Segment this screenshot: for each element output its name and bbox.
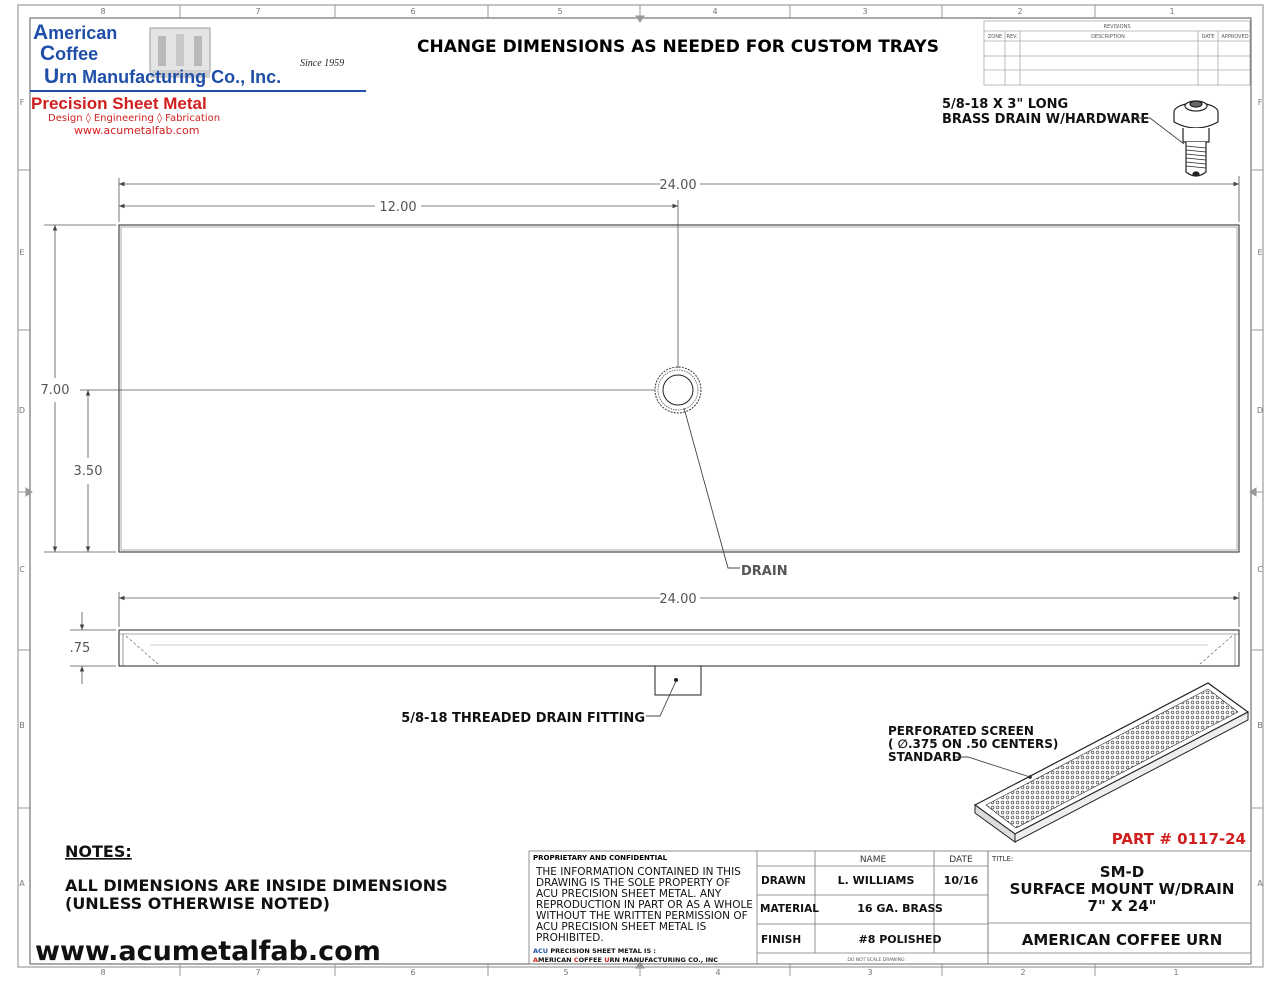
company-logo [30, 21, 366, 137]
notes-line1: ALL DIMENSIONS ARE INSIDE DIMENSIONS [65, 876, 448, 895]
zone-col-top: 4 [712, 7, 718, 16]
finish-value: #8 POLISHED [858, 933, 942, 946]
proprietary-line: DRAWING IS THE SOLE PROPERTY OF [536, 877, 731, 889]
zone-col-bottom: 3 [867, 968, 873, 977]
brass-drain-callout-line1: 5/8-18 X 3" LONG [942, 97, 1069, 112]
part-number: PART # 0117-24 [1111, 830, 1246, 848]
revisions-zone: ZONE [987, 34, 1003, 40]
zone-col-bottom: 1 [1173, 968, 1179, 977]
svg-text:Urn Manufacturing Co., Inc.: Urn Manufacturing Co., Inc. [44, 65, 282, 88]
material-value: 16 GA. BRASS [857, 902, 943, 915]
sheet-border [18, 5, 1263, 967]
precision-sheet-metal: Precision Sheet Metal [31, 94, 207, 113]
dim-drain-height: 3.50 [73, 464, 103, 479]
zone-col-bottom: 5 [563, 968, 569, 977]
zone-row-left: A [19, 879, 25, 888]
title-label: TITLE: [992, 855, 1014, 863]
tray-side-view [119, 630, 1239, 695]
drawn-date: 10/16 [943, 874, 979, 887]
finish-label: FINISH [761, 934, 802, 946]
zone-col-top: 1 [1169, 7, 1175, 16]
drawing-title-2: SURFACE MOUNT W/DRAIN [1009, 880, 1235, 898]
zone-row-right: F [1257, 98, 1263, 107]
dim-depth: .75 [69, 641, 91, 656]
company-line: AMERICAN COFFEE URN MANUFACTURING CO., INC [533, 956, 719, 964]
brass-drain-callout-line2: BRASS DRAIN W/HARDWARE [942, 112, 1150, 127]
acu-line: ACU PRECISION SHEET METAL IS : [533, 947, 657, 955]
zone-row-right: D [1256, 406, 1264, 415]
drawn-label: DRAWN [761, 875, 806, 887]
zone-col-bottom: 8 [100, 968, 106, 977]
dim-drain-offset: 12.00 [379, 200, 417, 215]
zone-row-right: E [1257, 248, 1263, 257]
zone-row-left: C [19, 565, 25, 574]
zone-col-top: 2 [1017, 7, 1023, 16]
screen-callout-line3: STANDARD [888, 750, 962, 764]
svg-text:Coffee: Coffee [40, 42, 99, 65]
page-title: CHANGE DIMENSIONS AS NEEDED FOR CUSTOM TRAYS [417, 37, 939, 57]
revisions-rev: REV. [1006, 34, 1018, 40]
brass-drain-hardware [1174, 101, 1218, 176]
proprietary-line: WITHOUT THE WRITTEN PERMISSION OF [536, 910, 748, 922]
revisions-description: DESCRIPTION [1091, 34, 1125, 40]
screen-callout-line2: ( ∅.375 ON .50 CENTERS) [888, 737, 1059, 751]
since-text: Since 1959 [300, 58, 345, 69]
logo-services: Design ◊ Engineering ◊ Fabrication [48, 113, 221, 124]
zone-row-left: E [19, 248, 25, 257]
drain-leader [684, 408, 740, 568]
threaded-fitting-callout: 5/8-18 THREADED DRAIN FITTING [401, 711, 645, 726]
svg-text:American: American [33, 21, 118, 44]
proprietary-line: ACU PRECISION SHEET METAL. ANY [536, 888, 722, 900]
zone-col-bottom: 6 [410, 968, 416, 977]
zone-row-right: C [1257, 565, 1263, 574]
dim-overall-width: 24.00 [659, 178, 697, 193]
perforated-screen [975, 683, 1248, 842]
proprietary-line: THE INFORMATION CONTAINED IN THIS [536, 866, 741, 878]
title-block [529, 851, 1251, 964]
screen-callout-line1: PERFORATED SCREEN [888, 724, 1034, 738]
do-not-scale: DO NOT SCALE DRAWING [847, 958, 905, 963]
zone-ticks [18, 5, 1263, 976]
zone-row-left: B [19, 721, 25, 730]
revisions-approved: APPROVED [1221, 34, 1249, 40]
zone-row-left: D [18, 406, 26, 415]
dimension-lines [44, 176, 1239, 552]
zone-col-top: 5 [557, 7, 563, 16]
zone-col-top: 7 [255, 7, 261, 16]
logo-url: www.acumetalfab.com [74, 124, 200, 137]
website-url: www.acumetalfab.com [35, 936, 381, 967]
zone-col-bottom: 7 [255, 968, 261, 977]
tray-top-view [119, 225, 1239, 552]
revisions-title: REVISIONS [1103, 24, 1131, 30]
proprietary-line: ACU PRECISION SHEET METAL IS [536, 921, 707, 933]
drain-hole [655, 367, 701, 413]
drawing-title-1: SM-D [1099, 863, 1145, 881]
notes-line2: (UNLESS OTHERWISE NOTED) [65, 894, 330, 913]
company-name: AMERICAN COFFEE URN [1021, 931, 1223, 949]
zone-col-bottom: 2 [1020, 968, 1026, 977]
drain-callout: DRAIN [741, 564, 788, 579]
date-header: DATE [949, 855, 973, 865]
revisions-date: DATE [1201, 34, 1215, 40]
dim-side-width: 24.00 [659, 592, 697, 607]
zone-row-left: F [19, 98, 25, 107]
zone-col-bottom: 4 [715, 968, 721, 977]
drawn-name: L. WILLIAMS [837, 874, 915, 887]
material-label: MATERIAL [760, 903, 819, 915]
zone-col-top: 6 [410, 7, 416, 16]
notes-heading: NOTES: [65, 842, 132, 861]
zone-col-top: 3 [862, 7, 868, 16]
name-header: NAME [859, 855, 887, 865]
proprietary-line: REPRODUCTION IN PART OR AS A WHOLE [536, 899, 753, 911]
zone-labels [19, 7, 1263, 977]
zone-row-right: B [1257, 721, 1263, 730]
drawing-title-3: 7" X 24" [1087, 897, 1157, 915]
proprietary-line: PROHIBITED. [536, 932, 604, 944]
zone-row-right: A [1257, 879, 1263, 888]
centering-marks [18, 5, 1263, 976]
dim-overall-height: 7.00 [40, 383, 70, 398]
screen-leader [955, 757, 1030, 777]
zone-col-top: 8 [100, 7, 106, 16]
proprietary-heading: PROPRIETARY AND CONFIDENTIAL [533, 854, 668, 862]
revisions-table [984, 21, 1250, 85]
